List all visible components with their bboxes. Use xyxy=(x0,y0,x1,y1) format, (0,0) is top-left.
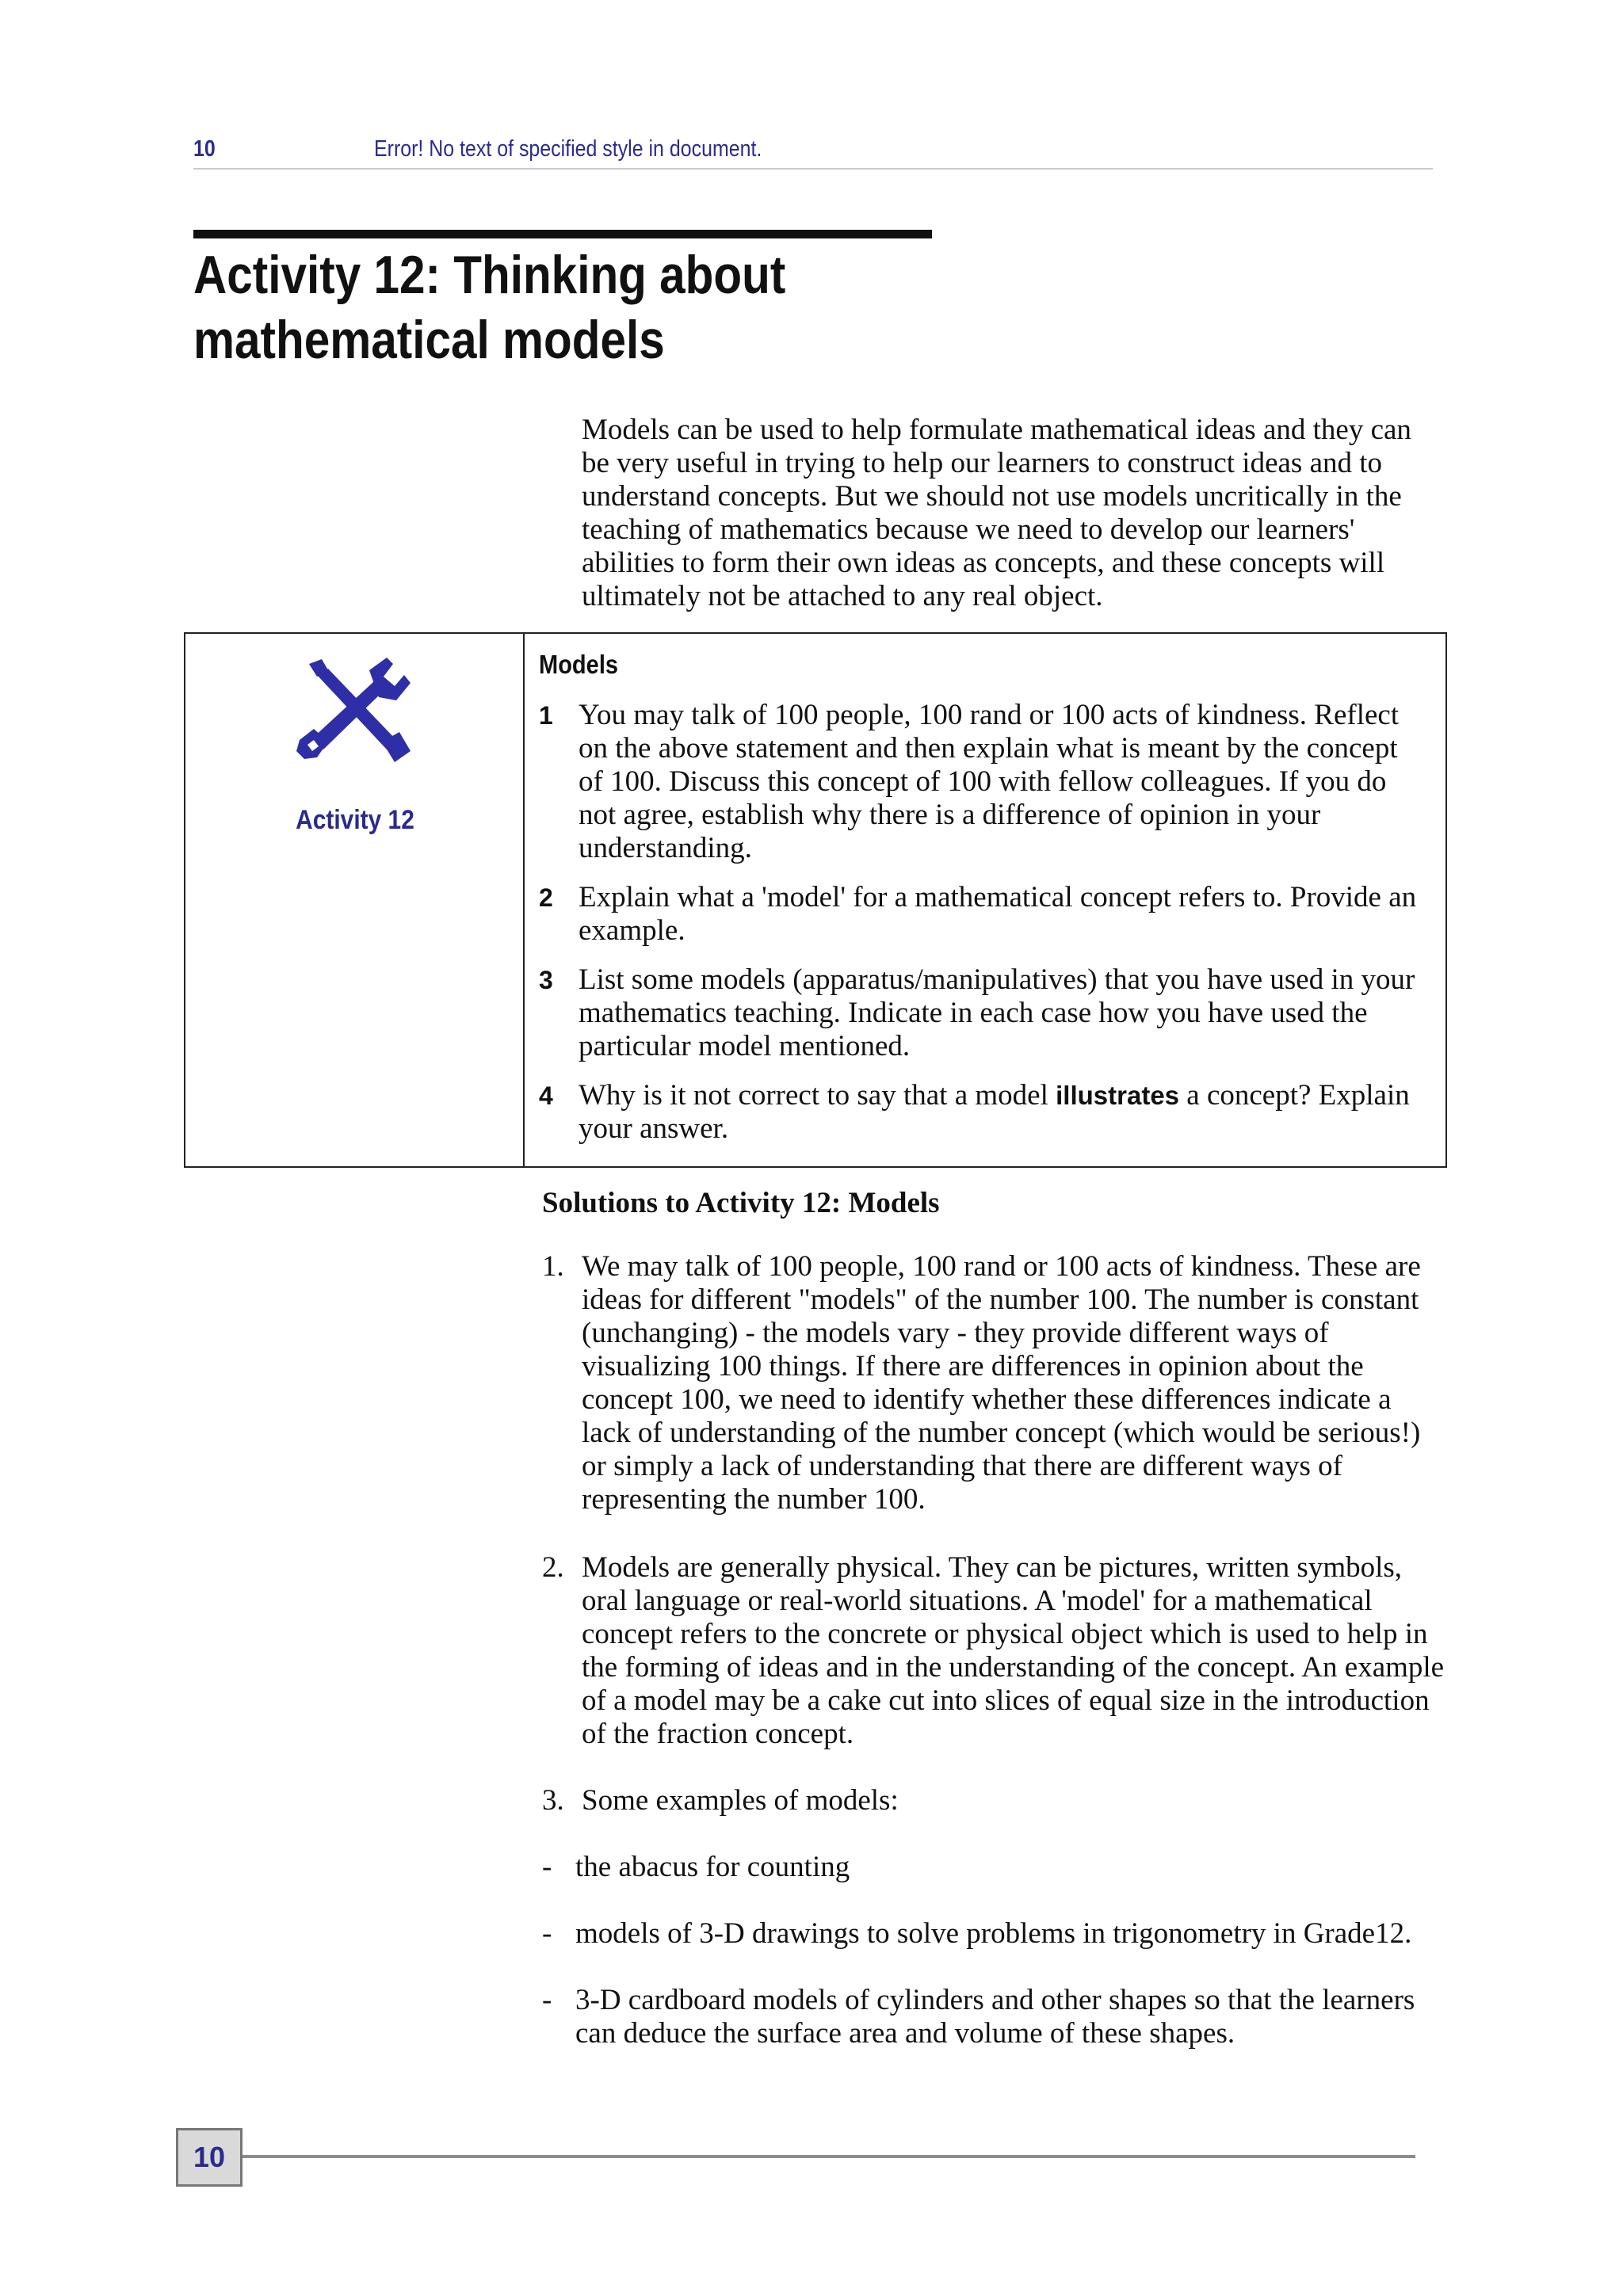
question-number: 1 xyxy=(539,701,553,730)
page-title xyxy=(193,242,943,372)
solution-marker: 2. xyxy=(542,1551,564,1584)
activity-label: Activity 12 xyxy=(296,805,414,835)
bullet-dash: - xyxy=(542,1984,552,2016)
solution-item-1 xyxy=(542,1250,1445,1516)
activity-heading: Models xyxy=(539,650,619,679)
bullet-text: models of 3-D drawings to solve problems in trigonometry in Grade12. xyxy=(575,1917,1412,1950)
footer-rule xyxy=(242,2155,1415,2158)
solution-item-3 xyxy=(542,1784,1445,1817)
activity-content xyxy=(539,648,1426,1161)
header-page-number: 10 xyxy=(193,136,216,162)
question-2 xyxy=(539,881,1426,948)
title-bar xyxy=(193,230,932,238)
title-line-1: Activity 12: Thinking about xyxy=(193,245,786,305)
question-number: 2 xyxy=(539,883,553,912)
title-line-2: mathematical models xyxy=(193,310,665,370)
question-3 xyxy=(539,963,1426,1063)
solution-bullet-3 xyxy=(542,1984,1445,2050)
question-text: List some models (apparatus/manipulatives) that you have used in your mathematics teaching. Indicate in each case how you have used the particular model mentioned. xyxy=(579,963,1415,1062)
question-emphasis: illustrates xyxy=(1056,1081,1180,1110)
activity-divider xyxy=(523,632,525,1168)
question-number: 4 xyxy=(539,1081,553,1110)
footer-page-number: 10 xyxy=(176,2128,242,2187)
question-text-after: a concept? Explain your answer. xyxy=(579,1079,1410,1145)
question-1 xyxy=(539,699,1426,865)
solution-marker: 1. xyxy=(542,1250,564,1283)
question-text xyxy=(579,1079,1426,1146)
bullet-dash: - xyxy=(542,1851,552,1883)
solution-item-2 xyxy=(542,1551,1445,1751)
solution-text: We may talk of 100 people, 100 rand or 100 acts of kindness. These are ideas for different "models" of the number 100. The number is constant (unchanging) - the models vary - they provide different ways of visualizing 100 things. If there are differences in opinion about the concept 100, we need to identify whether these differences indicate a lack of understanding of the number concept (which would be serious!) or simply a lack of understanding that there are different ways of representing the number 100. xyxy=(582,1250,1421,1516)
question-text-before: Why is it not correct to say that a model xyxy=(579,1079,1056,1112)
question-text: You may talk of 100 people, 100 rand or 100 acts of kindness. Reflect on the above statement and then explain what is meant by the concept of 100. Discuss this concept of 100 with fellow colleagues. If you do not agree, establish why there is a difference of opinion in your understanding. xyxy=(579,699,1400,864)
bullet-dash: - xyxy=(542,1917,552,1950)
bullet-text: the abacus for counting xyxy=(575,1851,850,1883)
question-number: 3 xyxy=(539,966,553,994)
intro-paragraph: Models can be used to help formulate mathematical ideas and they can be very useful in trying to help our learners to construct ideas and to understand concepts. But we should not use models uncritically in the teaching of mathematics because we need to develop our learners' abilities to form their own ideas as concepts, and these concepts will ultimately not be attached to any real object. xyxy=(582,414,1411,612)
tools-icon xyxy=(293,653,412,765)
header-text: Error! No text of specified style in document. xyxy=(374,136,762,162)
bullet-text: 3-D cardboard models of cylinders and other shapes so that the learners can deduce the surface area and volume of these shapes. xyxy=(575,1984,1415,2050)
question-text: Explain what a 'model' for a mathematical concept refers to. Provide an example. xyxy=(579,881,1417,947)
header-rule xyxy=(193,168,1433,170)
solution-bullet-1 xyxy=(542,1851,1445,1884)
solution-marker: 3. xyxy=(542,1784,564,1817)
question-4 xyxy=(539,1079,1426,1146)
solution-text: Models are generally physical. They can be pictures, written symbols, oral language or real-world situations. A 'model' for a mathematical concept refers to the concrete or physical object which is used to help in the forming of ideas and in the understanding of the concept. An example of a model may be a cake cut into slices of equal size in the introduction of the fraction concept. xyxy=(582,1551,1445,1750)
solution-bullet-2 xyxy=(542,1917,1445,1951)
solutions-heading: Solutions to Activity 12: Models xyxy=(542,1187,940,1219)
solution-text: Some examples of models: xyxy=(582,1784,899,1817)
